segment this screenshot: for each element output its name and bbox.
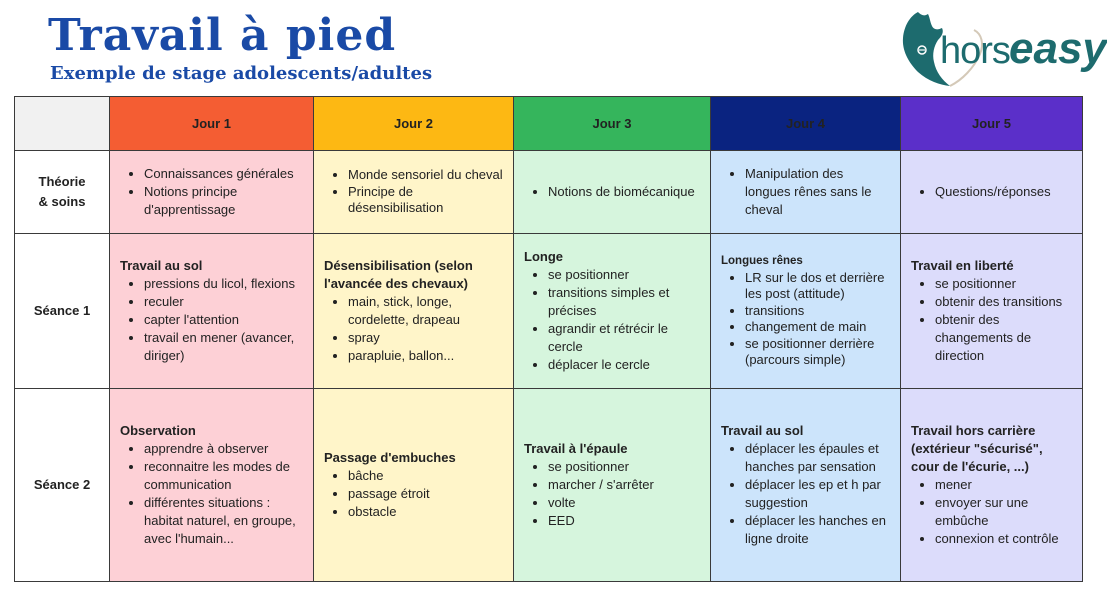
- row-label-theorie: [15, 151, 110, 234]
- row-label-seance2: Séance 2: [15, 389, 110, 582]
- cell-seance2-jour5: [901, 389, 1083, 582]
- cell-title: Travail au sol: [120, 258, 203, 273]
- list-item: • Manipulation des longues rênes sans le cheval: [745, 165, 892, 219]
- schedule-table: [14, 96, 1083, 582]
- day-header-5: Jour 5: [901, 97, 1083, 151]
- cell-theorie-jour3: [514, 151, 711, 234]
- row-seance1: [15, 234, 1083, 389]
- cell-theorie-jour4: [711, 151, 901, 234]
- list-item: • bâche: [348, 467, 505, 485]
- list-item: • EED: [548, 512, 702, 530]
- cell-seance1-jour4: [711, 234, 901, 389]
- list-item: • déplacer le cercle: [548, 356, 702, 374]
- list-item: • reconnaitre les modes de communication: [144, 458, 305, 494]
- cell-seance2-jour1: [110, 389, 314, 582]
- cell-seance1-jour3: [514, 234, 711, 389]
- list-item: • transitions simples et précises: [548, 284, 702, 320]
- list-item: • pressions du licol, flexions: [144, 275, 305, 293]
- day-header-2: Jour 2: [314, 97, 514, 151]
- list-item: • obtenir des changements de direction: [935, 311, 1074, 365]
- row-label-seance1: Séance 1: [15, 234, 110, 389]
- row-theorie: [15, 151, 1083, 234]
- cell-title: Désensibilisation (selon l'avancée des chevaux): [324, 258, 473, 291]
- cell-title: Travail en liberté: [911, 258, 1014, 273]
- cell-title: Longues rênes: [721, 255, 803, 268]
- list-item: • passage étroit: [348, 485, 505, 503]
- list-item: • marcher / s'arrêter: [548, 476, 702, 494]
- list-item: • capter l'attention: [144, 311, 305, 329]
- cell-seance2-jour3: [514, 389, 711, 582]
- list-item: • Connaissances générales: [144, 165, 305, 183]
- list-item: • obtenir des transitions: [935, 293, 1074, 311]
- cell-title: Travail à l'épaule: [524, 441, 628, 456]
- cell-seance1-jour1: [110, 234, 314, 389]
- list-item: • se positionner: [548, 266, 702, 284]
- list-item: • différentes situations : habitat naturel, en groupe, avec l'humain...: [144, 494, 305, 548]
- row-seance2: [15, 389, 1083, 582]
- cell-theorie-jour5: [901, 151, 1083, 234]
- list-item: • LR sur le dos et derrière les post (attitude): [745, 270, 892, 303]
- cell-title: Observation: [120, 423, 196, 438]
- list-item: • se positionner: [548, 458, 702, 476]
- list-item: • parapluie, ballon...: [348, 347, 505, 365]
- list-item: • connexion et contrôle: [935, 530, 1074, 548]
- header-row: [15, 97, 1083, 151]
- horseasy-logo: [888, 6, 1107, 88]
- cell-title: Travail au sol: [721, 423, 804, 438]
- list-item: • Principe de désensibilisation: [348, 184, 505, 217]
- list-item: • travail en mener (avancer, diriger): [144, 329, 305, 365]
- cell-seance1-jour5: [901, 234, 1083, 389]
- cell-seance2-jour4: [711, 389, 901, 582]
- cell-title: Travail hors carrière (extérieur "sécurisé", cour de l'écurie, ...): [911, 423, 1043, 474]
- list-item: • apprendre à observer: [144, 440, 305, 458]
- list-item: • déplacer les épaules et hanches par sensation: [745, 440, 892, 476]
- list-item: • Notions principe d'apprentissage: [144, 183, 305, 219]
- list-item: • Monde sensoriel du cheval: [348, 167, 505, 184]
- list-item: • reculer: [144, 293, 305, 311]
- row-label-theorie-line1: Théorie: [38, 174, 86, 189]
- page-subtitle: Exemple de stage adolescents/adultes: [50, 63, 433, 84]
- day-header-1: Jour 1: [110, 97, 314, 151]
- corner-cell: [15, 97, 110, 151]
- list-item: • transitions: [745, 303, 892, 320]
- list-item: • obstacle: [348, 503, 505, 521]
- cell-seance1-jour2: [314, 234, 514, 389]
- list-item: • envoyer sur une embûche: [935, 494, 1074, 530]
- row-label-theorie-line2: & soins: [38, 194, 86, 209]
- cell-title: Passage d'embuches: [324, 450, 456, 465]
- list-item: • changement de main: [745, 319, 892, 336]
- list-item: • se positionner: [935, 275, 1074, 293]
- logo-text-easy: easy: [1009, 24, 1107, 73]
- logo-text-hors: hors: [940, 30, 1010, 72]
- list-item: • se positionner derrière (parcours simple): [745, 336, 892, 369]
- list-item: • déplacer les ep et h par suggestion: [745, 476, 892, 512]
- day-header-3: Jour 3: [514, 97, 711, 151]
- cell-theorie-jour2: [314, 151, 514, 234]
- list-item: • spray: [348, 329, 505, 347]
- list-item: • main, stick, longe, cordelette, drapeau: [348, 293, 505, 329]
- cell-theorie-jour1: [110, 151, 314, 234]
- list-item: • agrandir et rétrécir le cercle: [548, 320, 702, 356]
- cell-seance2-jour2: [314, 389, 514, 582]
- list-item: • Questions/réponses: [935, 183, 1074, 201]
- cell-title: Longe: [524, 249, 563, 264]
- list-item: • déplacer les hanches en ligne droite: [745, 512, 892, 548]
- list-item: • volte: [548, 494, 702, 512]
- list-item: • Notions de biomécanique: [548, 183, 702, 201]
- list-item: • mener: [935, 476, 1074, 494]
- day-header-4: Jour 4: [711, 97, 901, 151]
- page-title: Travail à pied: [48, 10, 397, 61]
